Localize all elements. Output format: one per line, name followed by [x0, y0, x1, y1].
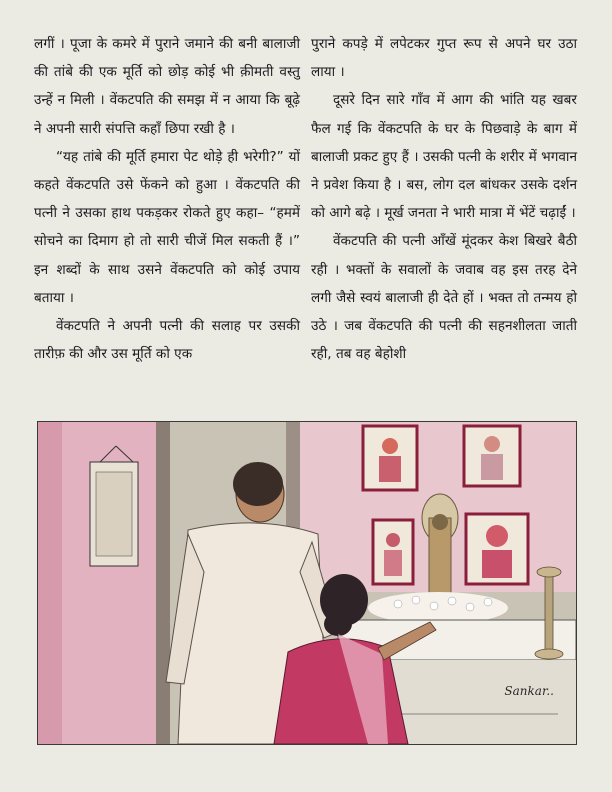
story-illustration	[37, 421, 577, 745]
artist-signature: Sankar..	[504, 684, 554, 698]
right-paragraph-2: दूसरे दिन सारे गाँव में आग की भांति यह खबर फैल गई कि वेंकटपति के घर के पिछवाड़े के बाग में बालाजी प्रकट हुए हैं । उसकी पत्नी के शरीर में भगवान ने प्रवेश किया है । बस, लोग दल बांधकर उसके दर्शन को आगे बढ़े । मूर्ख जनता ने भारी मात्रा में भेंटें चढ़ाईं ।	[311, 92, 577, 222]
deity-picture-top-left	[363, 426, 417, 490]
deity-picture-middle-left	[373, 520, 413, 584]
illustration-scene	[38, 422, 576, 744]
pink-wall-edge	[38, 422, 62, 744]
right-text-column	[311, 30, 577, 368]
door-frame	[156, 422, 170, 744]
deity-picture-middle-right	[466, 514, 528, 584]
right-paragraph-3: वेंकटपति की पत्नी आँखें मूंदकर केश बिखरे बैठी रही । भक्तों के सवालों के जवाब वह इस तरह देने लगी जैसे स्वयं बालाजी ही देते हों । भक्त तो तन्मय हो उठे । जब वेंकटपति की पत्नी की सहनशीलता जाती रही, तब वह बेहोशी	[311, 233, 577, 363]
deity-picture-top-right	[464, 426, 520, 486]
right-paragraph-1: पुराने कपड़े में लपेटकर गुप्त रूप से अपने घर उठा लाया ।	[311, 36, 577, 81]
left-paragraph-2: “यह तांबे की मूर्ति हमारा पेट थोड़े ही भरेगी?” यों कहते वेंकटपति उसे फेंकने को हुआ । वेंकटपति की पत्नी ने उसका हाथ पकड़कर रोकते हुए कहा– “हममें सोचने का दिमाग हो तो सारी चीजें मिल सकती हैं ।” इन शब्दों के साथ उसने वेंकटपति को कोई उपाय बताया ।	[34, 148, 300, 306]
left-paragraph-3: वेंकटपति ने अपनी पत्नी की सलाह पर उसकी तारीफ़ की और उस मूर्ति को एक	[34, 318, 300, 363]
left-paragraph-1: लगीं । पूजा के कमरे में पुराने जमाने की बनी बालाजी की तांबे की एक मूर्ति को छोड़ कोई भी क़ीमती वस्तु उन्हें न मिली । वेंकटपति की समझ में न आया कि बूढ़े ने अपनी सारी संपत्ति कहाँ छिपा रखी है ।	[34, 36, 300, 137]
left-text-column	[34, 30, 300, 368]
wall-calendar	[90, 446, 138, 566]
flower-offerings	[368, 592, 508, 624]
